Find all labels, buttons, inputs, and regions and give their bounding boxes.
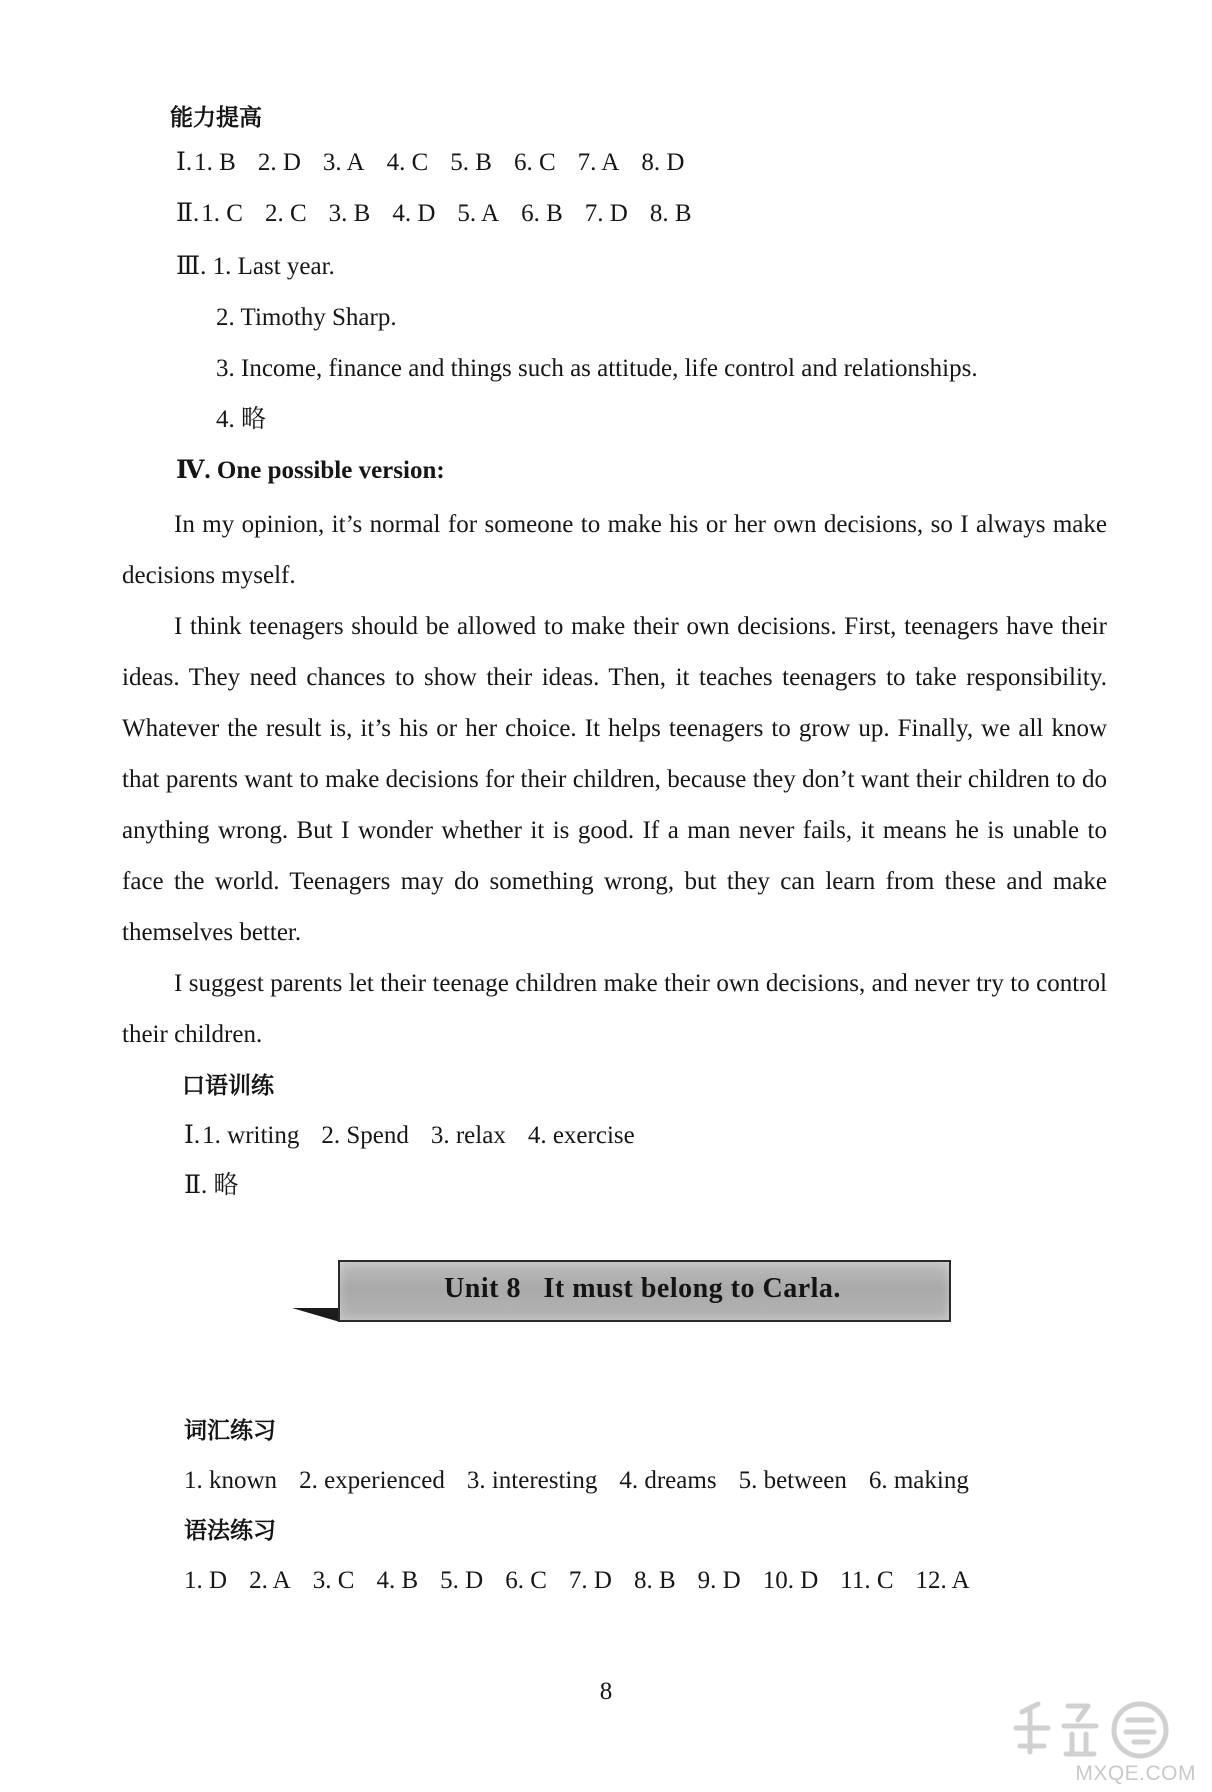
answer-item: 5. B [450,149,492,176]
answer-item: 7. A [577,149,620,176]
section-heading-vocabulary: 词汇练习 [184,1418,276,1444]
vocabulary-row [184,1464,991,1498]
watermark-url: MXQE.COM [1075,1762,1196,1785]
roman-numeral: Ⅲ. [176,253,207,280]
page-number: 8 [599,1678,613,1705]
watermark-logo-text: 答案圈 [1101,1734,1105,1735]
answer-item: 6. C [513,149,556,176]
watermark-logo-icon [1008,1694,1198,1764]
answer-item: 4. 略 [216,406,267,433]
answer-item: 3. Income, finance and things such as attitude, life control and relationships. [216,355,978,382]
section-heading-ability: 能力提高 [170,105,262,131]
answer-item: 5. between [738,1467,847,1494]
answer-item: 1. known [184,1467,278,1494]
grammar-row [184,1564,992,1598]
section-heading-grammar: 语法练习 [184,1518,276,1544]
answer-item: 4. C [386,149,429,176]
banner-tail-decoration [292,1308,340,1322]
answer-item: 4. exercise [527,1122,635,1149]
answer-item: 10. D [762,1567,819,1594]
answer-item: 3. relax [430,1122,506,1149]
unit-title: Unit 8 It must belong to Carla. [444,1273,841,1304]
speaking-row-2 [184,1169,239,1203]
roman-numeral: Ⅱ. [184,1172,208,1199]
answer-item: 2. Spend [321,1122,409,1149]
answer-item: 5. A [457,200,500,227]
answer-item: 2. D [257,149,301,176]
answer-item: 2. C [264,200,307,227]
essay-label: One possible version: [216,457,445,484]
answer-item: 9. D [697,1567,741,1594]
answer-item: 4. B [376,1567,419,1594]
answer-row-4 [176,454,445,488]
answer-item: 6. B [521,200,563,227]
answer-item: 略 [213,1172,239,1199]
answer-item: 4. D [392,200,436,227]
answer-item: 6. making [868,1467,969,1494]
roman-numeral: Ⅰ. [176,149,193,176]
answer-item: 3. B [328,200,371,227]
answer-item: 7. D [584,200,628,227]
answer-row-3 [176,250,335,284]
answer-item: 3. interesting [466,1467,598,1494]
answer-item: 1. Last year. [212,253,335,280]
answer-item: 7. D [568,1567,612,1594]
unit-banner [292,1258,947,1324]
answer-item: 2. experienced [299,1467,445,1494]
answer-item: 2. A [249,1567,291,1594]
answer-item: 3. A [322,149,365,176]
roman-numeral: Ⅰ. [184,1122,201,1149]
answer-item: 6. C [505,1567,547,1594]
section-heading-speaking: 口语训练 [182,1073,274,1099]
roman-numeral: Ⅳ. [176,457,211,484]
answer-item: 8. B [633,1567,676,1594]
answer-item: 8. D [641,149,685,176]
answer-item: 1. writing [202,1122,300,1149]
answer-item: 12. A [915,1567,970,1594]
answer-row-2 [176,197,714,231]
answer-item: 1. C [201,200,243,227]
answer-item: 11. C [840,1567,894,1594]
answer-item: 8. B [649,200,692,227]
speaking-row-1 [184,1119,657,1153]
answer-item: 4. dreams [619,1467,717,1494]
answer-item: 2. Timothy Sharp. [216,304,397,331]
essay-paragraph-3: I suggest parents let their teenage children make their own decisions, and never try to control their children. [122,970,1107,1048]
essay-paragraph-2: I think teenagers should be allowed to make their own decisions. First, teenagers have their ideas. They need chances to show their ideas. Then, it teaches teenagers to take responsibility. Whatever the result is, it’s his or her choice. It helps teenagers to grow up. Finally, we all know that parents want to make decisions for their children, because they don’t want their children to do anything wrong. But I wonder whether it is good. If a man never fails, it means he is unable to face the world. Teenagers may do something wrong, but they can learn from these and make themselves better. [122,613,1107,946]
answer-item: 5. D [440,1567,484,1594]
answer-item: 3. C [312,1567,355,1594]
answer-item: 1. D [184,1567,228,1594]
answer-item: 1. B [194,149,236,176]
answer-row-1 [176,146,706,180]
watermark [1008,1694,1198,1786]
essay-paragraph-1: In my opinion, it’s normal for someone to make his or her own decisions, so I always make decisions myself. [122,511,1107,589]
roman-numeral: Ⅱ. [176,200,200,227]
